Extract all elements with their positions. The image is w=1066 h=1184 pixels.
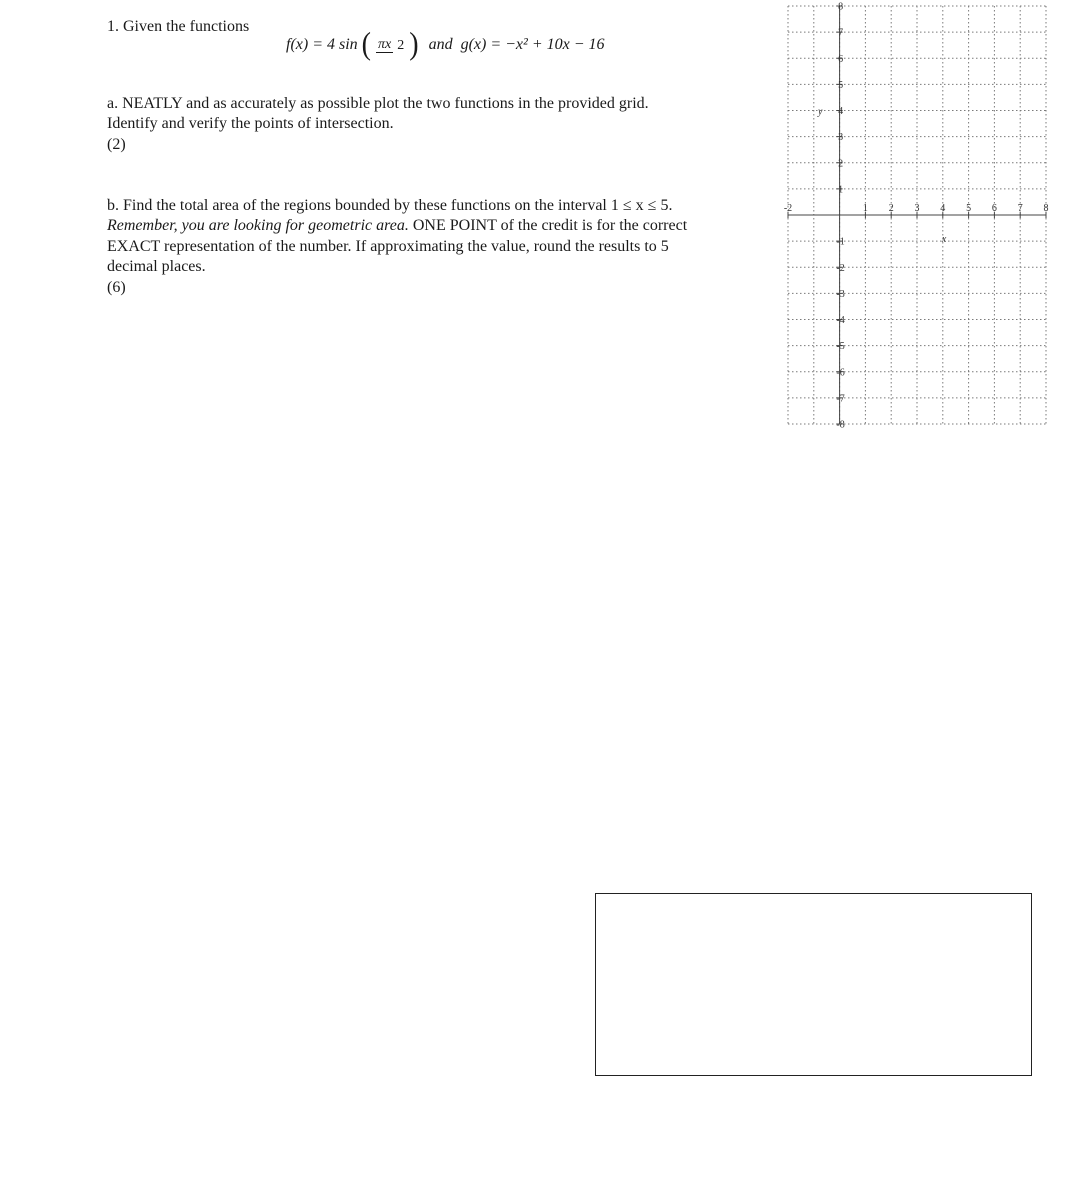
fraction-denominator: 2 <box>397 37 405 53</box>
y-tick-label: 7 <box>838 27 844 39</box>
x-tick-label: 6 <box>991 203 997 214</box>
formula-connector: and <box>428 36 453 53</box>
y-tick-label: 1 <box>838 184 844 196</box>
y-tick-label: 5 <box>838 79 844 91</box>
g-definition: g(x) = −x² + 10x − 16 <box>460 36 605 53</box>
function-definitions <box>286 26 605 75</box>
y-tick-label: -7 <box>836 393 845 405</box>
x-tick-label: 7 <box>1017 203 1023 214</box>
part-b-line-2 <box>107 216 687 236</box>
x-axis-name: x <box>941 234 947 246</box>
part-a-points: (2) <box>107 135 126 153</box>
y-tick-label: 3 <box>838 132 844 144</box>
part-a-line: Identify and verify the points of intersection. <box>107 115 394 133</box>
x-tick-label: 5 <box>966 203 972 214</box>
part-a-line: a. NEATLY and as accurately as possible plot the two functions in the provided grid. <box>107 95 649 112</box>
x-tick-label: 1 <box>862 203 868 214</box>
remember-note: Remember, you are looking for geometric area. <box>107 217 409 235</box>
y-tick-label: -3 <box>836 288 845 300</box>
x-tick-label: 4 <box>940 203 946 214</box>
fraction-numerator: πx <box>378 36 392 52</box>
f-definition: f(x) = 4 sin <box>286 36 358 53</box>
question-title: 1. Given the functions <box>107 18 250 35</box>
left-paren: ( <box>361 26 371 63</box>
y-tick-label: 8 <box>838 1 844 13</box>
answer-box[interactable] <box>595 893 1032 1076</box>
part-b <box>107 196 687 298</box>
y-tick-label: 6 <box>838 53 844 65</box>
part-b-line: decimal places. <box>107 258 206 276</box>
x-tick-label: 3 <box>914 203 920 214</box>
right-paren: ) <box>409 26 419 63</box>
x-tick-label: -2 <box>783 203 793 214</box>
part-a <box>107 94 649 155</box>
coordinate-grid[interactable] <box>780 0 1050 432</box>
x-tick-label: 2 <box>888 203 894 214</box>
y-tick-label: -5 <box>836 341 845 353</box>
y-tick-label: 4 <box>838 106 844 117</box>
y-tick-label: -4 <box>836 315 845 326</box>
y-tick-label: 2 <box>838 158 844 170</box>
part-b-line: EXACT representation of the number. If approximating the value, round the results to 5 <box>107 237 669 255</box>
y-tick-label: -2 <box>836 262 845 274</box>
part-b-line: b. Find the total area of the regions bounded by these functions on the interval 1 ≤ x ≤ 5. <box>107 197 673 214</box>
credit-note: ONE POINT of the credit is for the correct <box>408 217 688 235</box>
x-tick-label: 8 <box>1043 203 1049 214</box>
y-tick-label: -1 <box>836 236 845 248</box>
grid-axes <box>788 6 1046 424</box>
y-tick-label: -8 <box>836 419 845 431</box>
f-argument-fraction <box>376 36 404 54</box>
grid-labels <box>784 2 1049 431</box>
y-tick-label: -6 <box>836 367 845 379</box>
y-axis-name: y <box>818 106 823 118</box>
part-b-points: (6) <box>107 278 126 296</box>
